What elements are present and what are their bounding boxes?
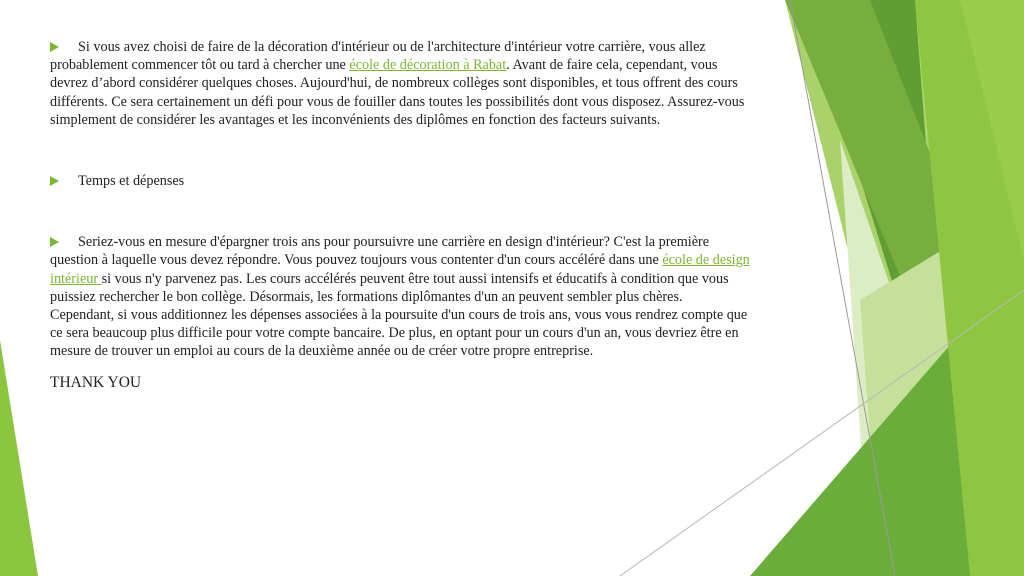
closing-text: THANK YOU <box>50 373 142 391</box>
paragraph-details-text-end: si vous n'y parvenez pas. Les cours accélérés peuvent être tout aussi intensifs et éducatifs à condition que vous puissiez rechercher le bon collège. Désormais, les formations diplômantes d'un an peuvent sembler plus chères. Cependant, si vous additionnez les dépenses associées à la poursuite d'un cours de trois ans, vous vous rendrez compte que ce sera beaucoup plus difficile pour votre compte bancaire. De plus, en optant pour un cours d'un an, vous devriez être en mesure de trouver un emploi au cours de la deuxième année ou de créer votre propre entreprise. <box>50 270 748 360</box>
paragraph-intro-text-end: . Avant de faire cela, cependant, vous devrez d’abord considérer quelques choses. Aujourd'hui, de nombreux collèges sont disponibles, et tous offrent des cours différents. Ce sera certainement un défi pour vous de fouiller dans toutes les possibilités dont vous disposez. Assurez-vous simplement de considérer les avantages et les inconvénients des diplômes en fonction des facteurs suivants. <box>50 57 745 128</box>
slide-body <box>50 38 750 392</box>
triangle-bullet-icon <box>50 42 59 52</box>
link-ecole-decoration-rabat[interactable]: école de décoration à Rabat <box>349 57 507 74</box>
paragraph-intro <box>50 38 750 129</box>
paragraph-intro-text: Si vous avez choisi de faire de la décoration d'intérieur ou de l'architecture d'intérieur votre carrière, vous allez probablement commencer tôt ou tard à chercher une <box>50 39 706 74</box>
heading-temps-depenses: Temps et dépenses <box>78 173 185 190</box>
paragraph-details <box>50 233 750 360</box>
left-green-shape <box>0 340 38 576</box>
triangle-bullet-icon <box>50 176 59 186</box>
paragraph-details-text: Seriez-vous en mesure d'épargner trois ans pour poursuivre une carrière en design d'intérieur? C'est la première question à laquelle vous devez répondre. Vous pouvez toujours vous contenter d'un cours accéléré dans une <box>50 234 710 269</box>
paragraph-heading-time <box>50 172 750 190</box>
link-ecole-design-interieur[interactable]: école de design intérieur <box>50 252 750 287</box>
triangle-bullet-icon <box>50 237 59 247</box>
